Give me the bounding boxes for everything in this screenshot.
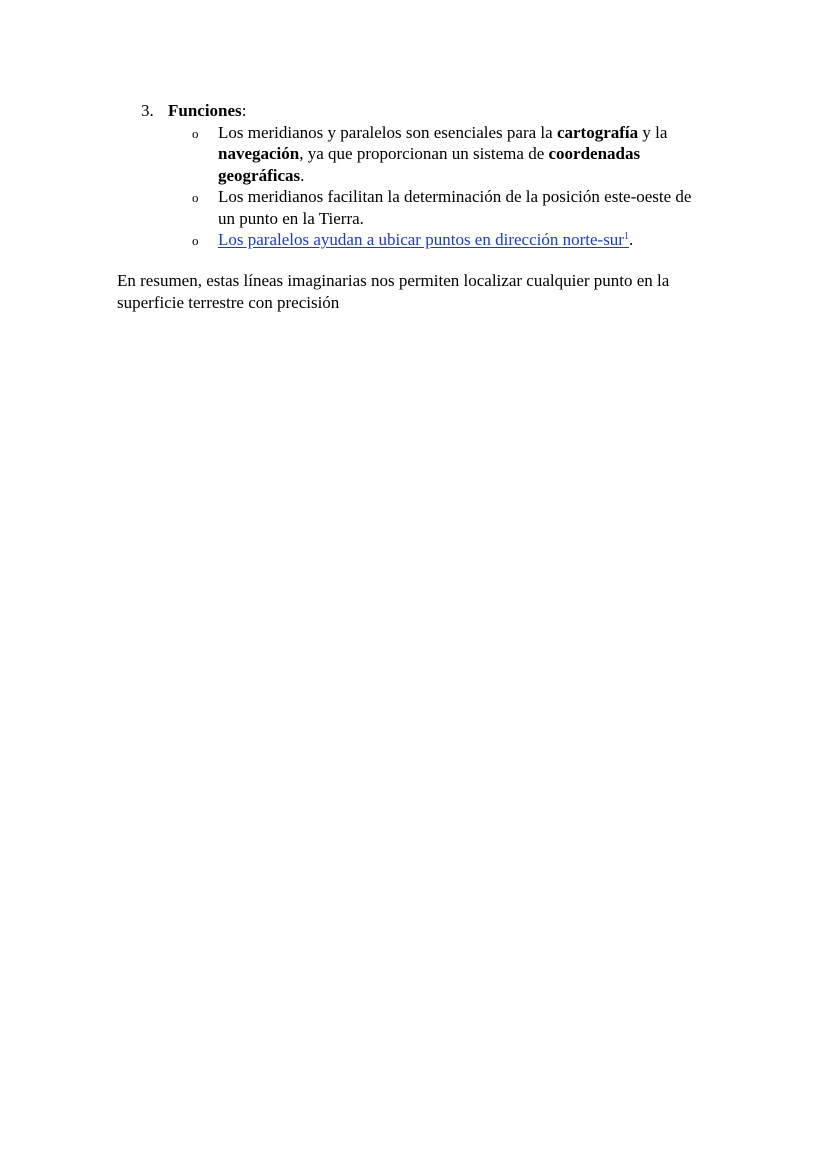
section-title-bold: Funciones [168,101,242,120]
footnote-ref[interactable]: 1 [623,231,629,242]
section-title [168,100,246,122]
item-text-part: , ya que proporcionan un sistema de [299,144,549,163]
paralelos-link[interactable] [218,230,629,249]
summary-paragraph: En resumen, estas líneas imaginarias nos permiten localizar cualquier punto en la superficie terrestre con precisión [117,271,670,312]
bullet-circle-icon: o [192,233,199,248]
bullet-circle-icon: o [192,190,199,205]
section-heading [141,100,741,122]
list-item [192,186,712,229]
functions-list [192,122,712,251]
item-end: . [628,230,634,249]
list-item [192,229,712,251]
item-text [218,123,667,185]
term-navegacion: navegación [218,144,300,163]
section-number: 3. [141,101,154,120]
bullet-circle-icon: o [192,125,199,141]
item-text-part: . [300,165,305,185]
term-coordenadas-geograficas: coordenadas geográficas [218,144,641,185]
section-title-colon: : [241,101,247,120]
item-text-part: Los meridianos y paralelos son esenciales para la [218,122,557,142]
item-text-part: y la [638,122,668,142]
functions-section [141,100,741,251]
item-text: Los meridianos facilitan la determinación de la posición este-oeste de un punto en la Tierra. [218,187,692,228]
link-text: Los paralelos ayudan a ubicar puntos en dirección norte-sur [218,230,624,249]
list-item [192,122,712,187]
term-cartografia: cartografía [556,122,639,142]
